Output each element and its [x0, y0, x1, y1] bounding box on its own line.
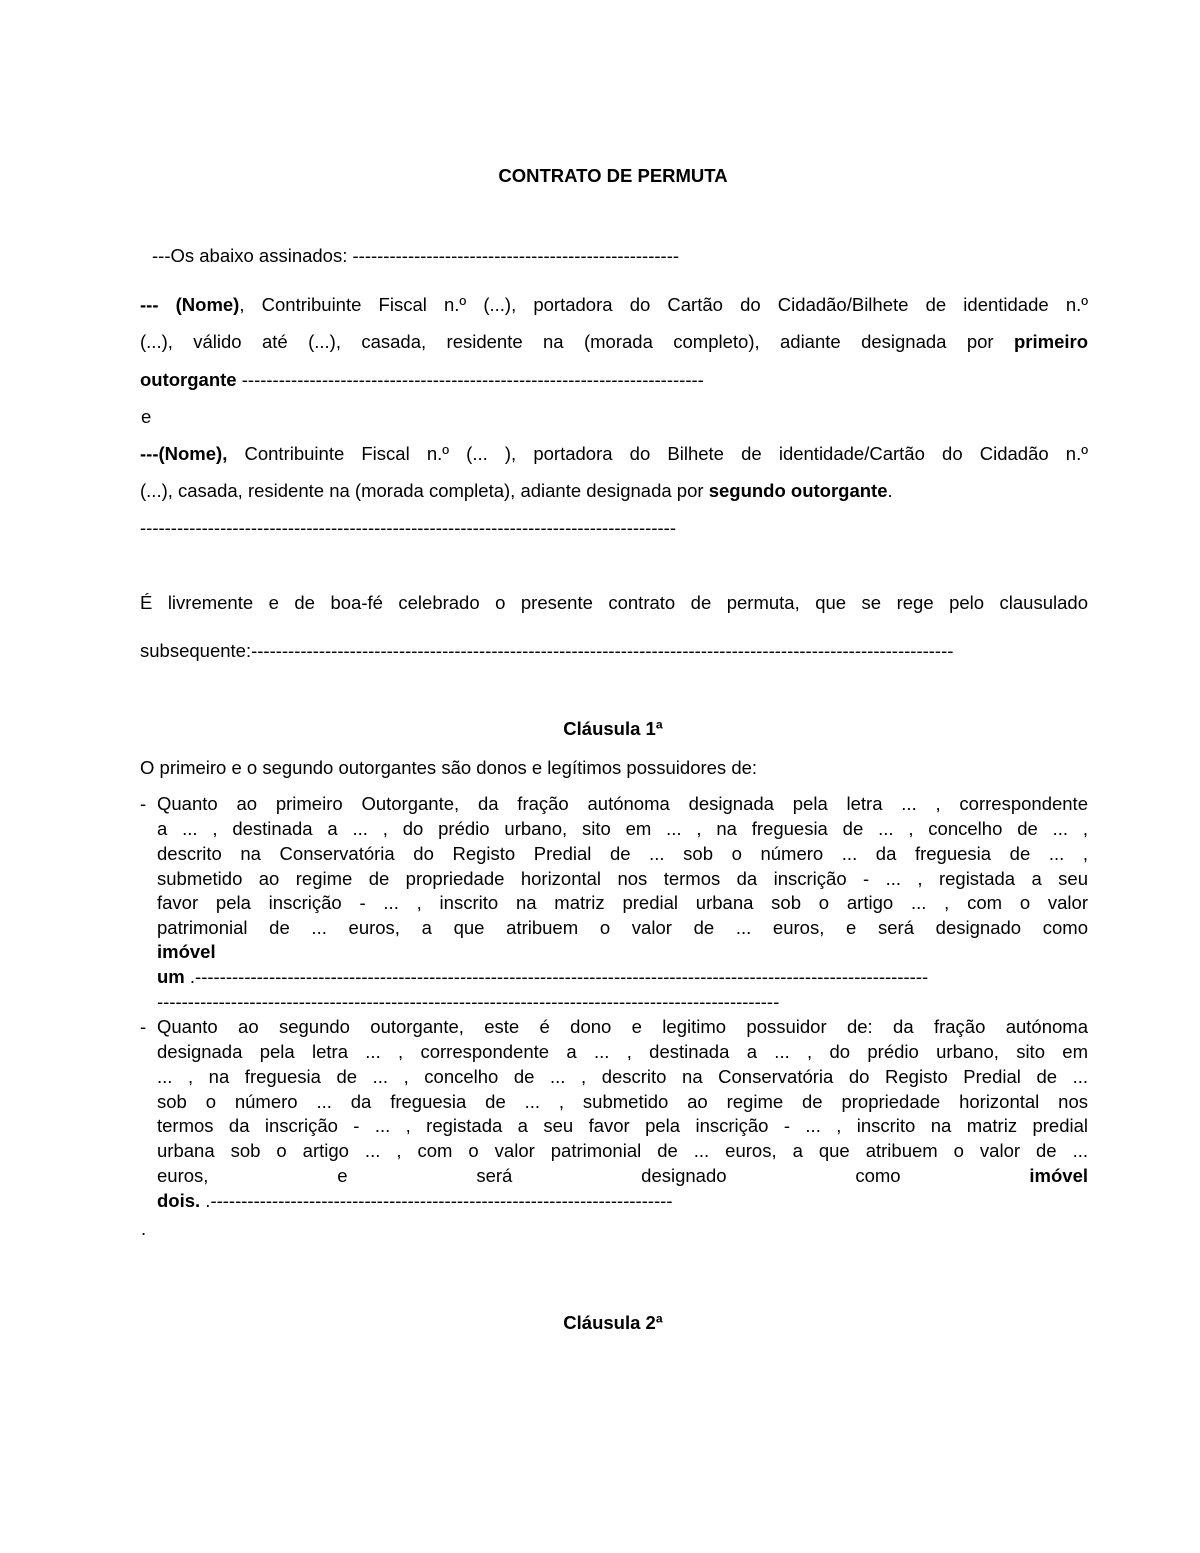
party1-line3-dashes: --------------------------------------------------------------------------- — [236, 369, 704, 390]
clause1-intro: O primeiro e o segundo outorgantes são donos e legítimos possuidores de: — [140, 757, 758, 778]
item2-line1: Quanto ao segundo outorgante, este é dono e legitimo possuidor de: da fração autónoma — [157, 1016, 1088, 1037]
item2-designation-word1: imóvel — [1029, 1165, 1089, 1186]
item2-word-euros: euros, — [157, 1165, 209, 1186]
item2-line3: ... , na freguesia de ... , concelho de ... , descrito na Conservatória do Registo Predial de ... — [157, 1066, 1088, 1087]
item2-line8 — [157, 1190, 673, 1212]
party1-role-second: outorgante — [140, 369, 237, 390]
item2-line7 — [157, 1165, 1088, 1187]
party2-name-marker: ---(Nome), — [140, 443, 228, 464]
item1-designation-dashes: .----------------------------------------------------------------------------------------------------------------------- — [184, 966, 929, 987]
party1-name-marker: --- (Nome) — [140, 294, 240, 315]
document-title: CONTRATO DE PERMUTA — [498, 165, 728, 186]
intro-line: ---Os abaixo assinados: ----------------------------------------------------- — [152, 245, 680, 266]
party1-line1 — [140, 294, 1088, 316]
item1-dashes: ----------------------------------------------------------------------------------------------------- — [157, 991, 780, 1012]
party2-role: segundo outorgante — [708, 480, 888, 501]
item2-bullet: - — [140, 1016, 147, 1037]
item1-line2: a ... , destinada a ... , do prédio urbano, sito em ... , na freguesia de ... , concelho de ... , — [157, 818, 1088, 839]
item1-line4: submetido ao regime de propriedade horizontal nos termos da inscrição - ... , registada a seu — [157, 868, 1088, 889]
item1-line1: Quanto ao primeiro Outorgante, da fração autónoma designada pela letra ... , correspondente — [157, 793, 1088, 814]
item2-word-como: como — [855, 1165, 901, 1186]
clause2-heading: Cláusula 2ª — [563, 1312, 663, 1333]
party2-line2-end: . — [887, 480, 893, 501]
party1-line2 — [140, 331, 1088, 353]
preamble-line1: É livremente e de boa-fé celebrado o presente contrato de permuta, que se rege pelo clausulado — [140, 592, 1088, 613]
party2-line1-text: Contribuinte Fiscal n.º (... ), portadora do Bilhete de identidade/Cartão do Cidadão n.º — [227, 443, 1088, 464]
party2-line2-text: (...), casada, residente na (morada completa), adiante designada por — [140, 480, 709, 501]
item1-line6: patrimonial de ... euros, a que atribuem o valor de ... euros, e será designado como — [157, 917, 1088, 938]
item2-line2: designada pela letra ... , correspondente a ... , destinada a ... , do prédio urbano, sito em — [157, 1041, 1088, 1062]
item2-line5: termos da inscrição - ... , registada a seu favor pela inscrição - ... , inscrito na matriz predial — [157, 1115, 1088, 1136]
conjunction: e — [141, 406, 152, 427]
item1-line3: descrito na Conservatória do Registo Predial de ... sob o número ... da freguesia de ... , — [157, 843, 1088, 864]
party2-dashes: --------------------------------------------------------------------------------------- — [140, 517, 676, 538]
item1-designation-line — [157, 966, 1088, 988]
party1-line3 — [140, 369, 704, 391]
item2-designation-word2: dois. — [157, 1190, 201, 1211]
item1-bullet: - — [140, 793, 147, 814]
preamble-line2: subsequente:------------------------------------------------------------------------------------------------------------------ — [140, 640, 954, 661]
trailing-period: . — [141, 1218, 147, 1239]
clause1-heading: Cláusula 1ª — [563, 718, 663, 739]
item2-line4: sob o número ... da freguesia de ... , submetido ao regime de propriedade horizontal nos — [157, 1091, 1088, 1112]
item2-line8-dashes: .--------------------------------------------------------------------------- — [200, 1190, 673, 1211]
item2-word-designado: designado — [641, 1165, 727, 1186]
party2-line1 — [140, 443, 1088, 465]
party1-role-first: primeiro — [1013, 331, 1089, 352]
item2-line6: urbana sob o artigo ... , com o valor patrimonial de ... euros, a que atribuem o valor de ... — [157, 1140, 1088, 1161]
party1-line2-text: (...), válido até (...), casada, residente na (morada completo), adiante designada por — [140, 331, 994, 352]
party2-line2 — [140, 480, 893, 502]
item2-word-e: e — [337, 1165, 348, 1186]
item1-designation-word2: um — [157, 966, 185, 987]
item1-designation-word1: imóvel — [157, 941, 216, 962]
party1-line1-text: , Contribuinte Fiscal n.º (...), portadora do Cartão do Cidadão/Bilhete de identidade n.º — [239, 294, 1089, 315]
item1-line5: favor pela inscrição - ... , inscrito na matriz predial urbana sob o artigo ... , com o valor — [157, 892, 1088, 913]
item2-word-sera: será — [476, 1165, 513, 1186]
